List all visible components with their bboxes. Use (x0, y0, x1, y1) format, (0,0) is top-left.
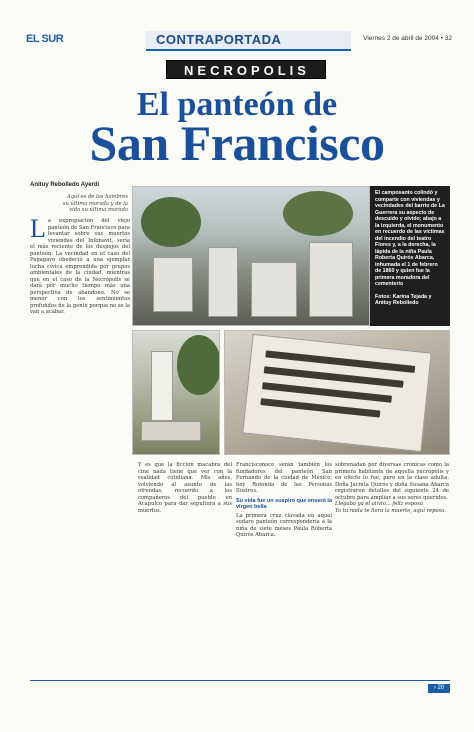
headline-main: San Francisco (89, 115, 385, 171)
photo-caption-box (370, 186, 450, 326)
tomb-shape (208, 247, 238, 317)
column-3-text-2: La primera cruz clavada en aquel sodaro panteón correspondería a la niña de siete meses Paula Roberta Quirós Abarca. (236, 512, 332, 538)
page-header (26, 31, 452, 55)
body-column-2 (138, 462, 232, 672)
tree-shape (177, 335, 220, 395)
kicker-text: NECROPOLIS (184, 63, 310, 78)
drop-cap: L (30, 218, 46, 243)
subheading: Su vida fue un suspiro que enseró la virgen bella (236, 497, 332, 510)
tomb-shape (251, 262, 297, 317)
photo-caption: El camposanto colindó y comparte con viviendas y vecindades del barrio de La Guerrera su aspecto de descuido y olvido; abajo a la izquierda, el monumento en recuerdo de las víctimas del incendio del teatro Flores y, a la derecha, la lápida de la niña Paula Roberta Quirós Abarca, inhumada el 1 de febrero de 1860 y quien fue la primera moradora del cementerio (375, 190, 445, 287)
dateline: Viernes 2 de abril de 2004 • 32 (363, 35, 452, 42)
tomb-shape (309, 242, 353, 317)
body-column-1 (30, 218, 130, 668)
photo-credit: Fotos: Karina Tejada y Anituy Rebolledo (375, 293, 432, 306)
column-1-text: a expropiación del viejo panteón de San Francisco para levantar sobre sus muertos viviendas del Infonavit, sería el más reciente de los despojos del panteón. La vecindad en el caso del Papagayo obedeció a una ejemplar lucha cívica emprendida por grupos ambientales de la ciudad, mientras que en el caso de la Necrópolis se dará por mucho tiempo más una perspectiva de abandono. No se menor con los sentimientos profundos de la gente porque no se la van a acabar. (30, 218, 130, 315)
column-2-text: Y es que la ficción macabra del cine nada tiene que ver con la realidad cotidiana. Mis años, volviendo al asunto de las ofrendas, recuerdo a los compañeros del pueblo en Acapulco para dar sepultura a sus muertos. (138, 462, 232, 514)
tombstone-shape (242, 334, 431, 452)
tombstone-photo (224, 330, 450, 455)
monument-photo (132, 330, 220, 455)
kicker-box (166, 60, 326, 79)
tree-shape (141, 197, 201, 247)
epitaph-line-2: Ya tu nada te llora la muerte, aquí reposa. (335, 507, 446, 514)
deck: Aquí es de los hombres su última morada y de la vida su última morada (62, 194, 128, 214)
headline-top: El panteón de (136, 86, 338, 123)
monument-shape (151, 351, 173, 421)
footer-rule (30, 680, 450, 681)
tomb-shape (153, 257, 193, 312)
cemetery-main-photo (132, 186, 370, 326)
body-column-3 (236, 462, 332, 672)
column-4-text: sobrenadan por diversas crónicas como la primera habitante de aquella necrópolis y en efecto lo fue, pero en la clase adulta. Doña Jacinta Quirós y doña Susana Abarca registraron detalles del siguiente 24 de octubre para ampliar a sus seres queridos. (335, 462, 449, 501)
page-number: › 20 (428, 684, 450, 693)
inscription-line (260, 398, 380, 418)
section-title: CONTRAPORTADA (156, 32, 282, 47)
byline: Anituy Rebolledo Ayerdi (30, 182, 100, 188)
body-column-4 (335, 462, 449, 672)
epitaph-line-1: Llegaba ya el alivio... feliz esposa (335, 501, 423, 507)
tree-shape (283, 191, 353, 236)
monument-base (141, 421, 201, 441)
newspaper-logo: EL SUR (26, 33, 64, 45)
column-3-text: Francisconoce serán también los fundadores del panteón San Fernando de la ciudad de México, hoy Rotonda de las Personas Ilustres. (236, 462, 332, 494)
